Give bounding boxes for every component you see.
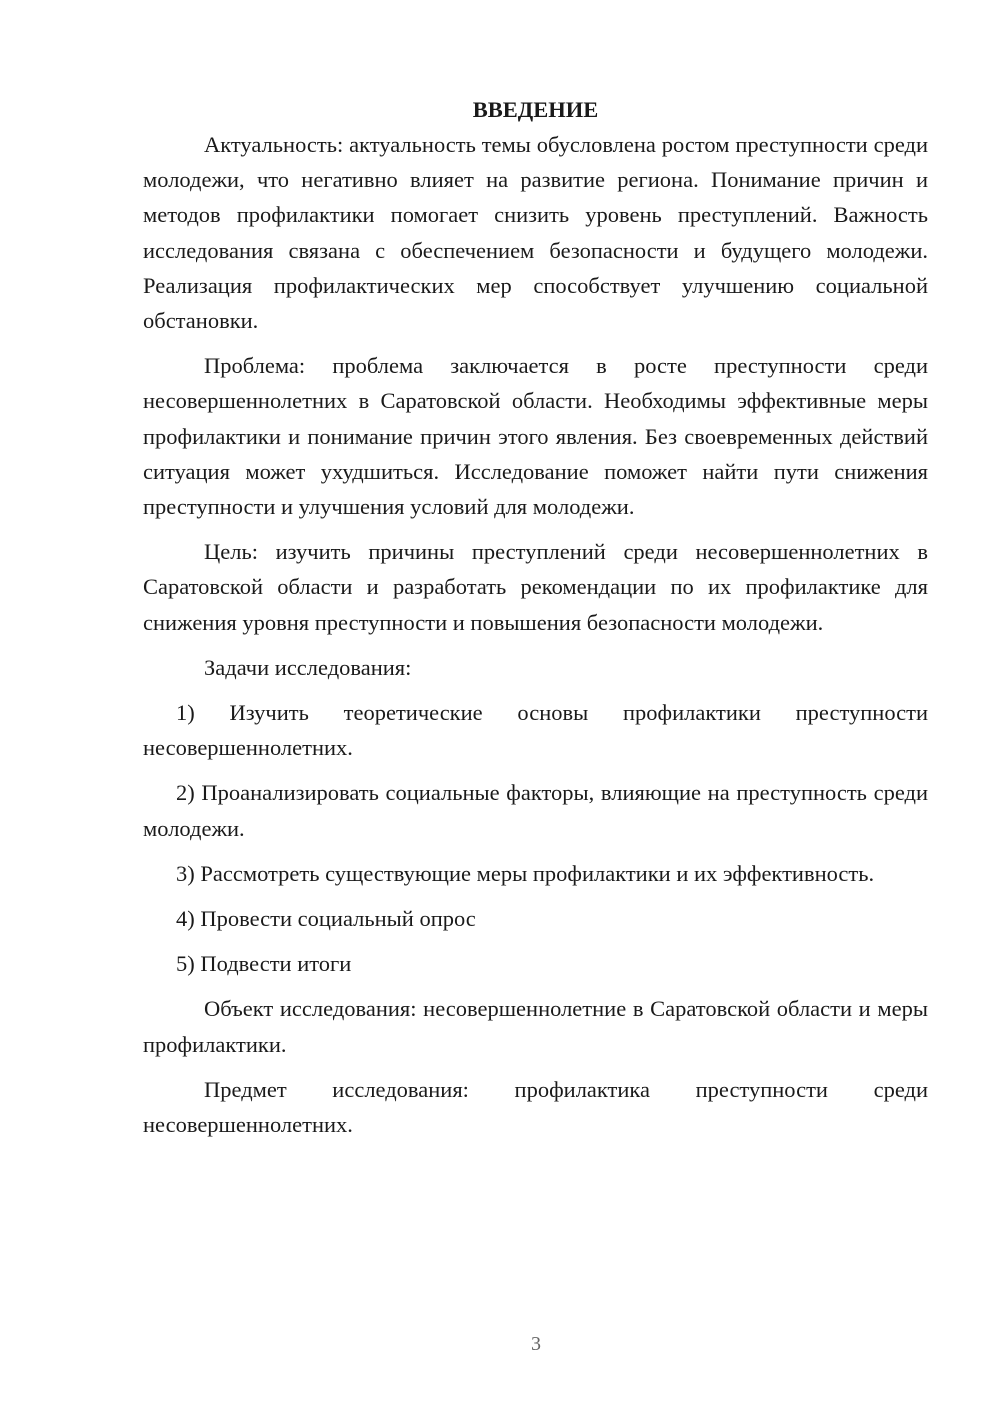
task-item-5: 5) Подвести итоги bbox=[176, 951, 352, 977]
task-item-3: 3) Рассмотреть существующие меры профилактики и их эффективность. bbox=[176, 860, 875, 886]
task-item-4: 4) Провести социальный опрос bbox=[176, 906, 476, 932]
subject-paragraph: Предмет исследования: профилактика преступности среди несовершеннолетних. bbox=[143, 1076, 928, 1138]
relevance-paragraph: Актуальность: актуальность темы обусловлена ростом преступности среди молодежи, что негативно влияет на развитие региона. Понимание причин и методов профилактики помогает снизить уровень преступлений. Важность исследования связана с обеспечением безопасности и будущего молодежи. Реализация профилактических мер способствует улучшению социальной обстановки. bbox=[143, 132, 928, 334]
document-page bbox=[143, 92, 928, 1152]
page-number: 3 bbox=[531, 1333, 541, 1355]
tasks-heading: Задачи исследования: bbox=[204, 654, 412, 680]
task-item-2: 2) Проанализировать социальные факторы, влияющие на преступность среди молодежи. bbox=[143, 780, 928, 841]
task-item-1: 1) Изучить теоретические основы профилактики преступности несовершеннолетних. bbox=[143, 700, 928, 761]
problem-paragraph: Проблема: проблема заключается в росте преступности среди несовершеннолетних в Саратовской области. Необходимы эффективные меры профилактики и понимание причин этого явления. Без своевременных действий ситуация может ухудшиться. Исследование поможет найти пути снижения преступности и улучшения условий для молодежи. bbox=[143, 353, 928, 520]
goal-paragraph: Цель: изучить причины преступлений среди несовершеннолетних в Саратовской области и разработать рекомендации по их профилактике для снижения уровня преступности и повышения безопасности молодежи. bbox=[143, 539, 928, 635]
section-title: ВВЕДЕНИЕ bbox=[472, 97, 599, 122]
object-paragraph: Объект исследования: несовершеннолетние в Саратовской области и меры профилактики. bbox=[143, 996, 928, 1057]
